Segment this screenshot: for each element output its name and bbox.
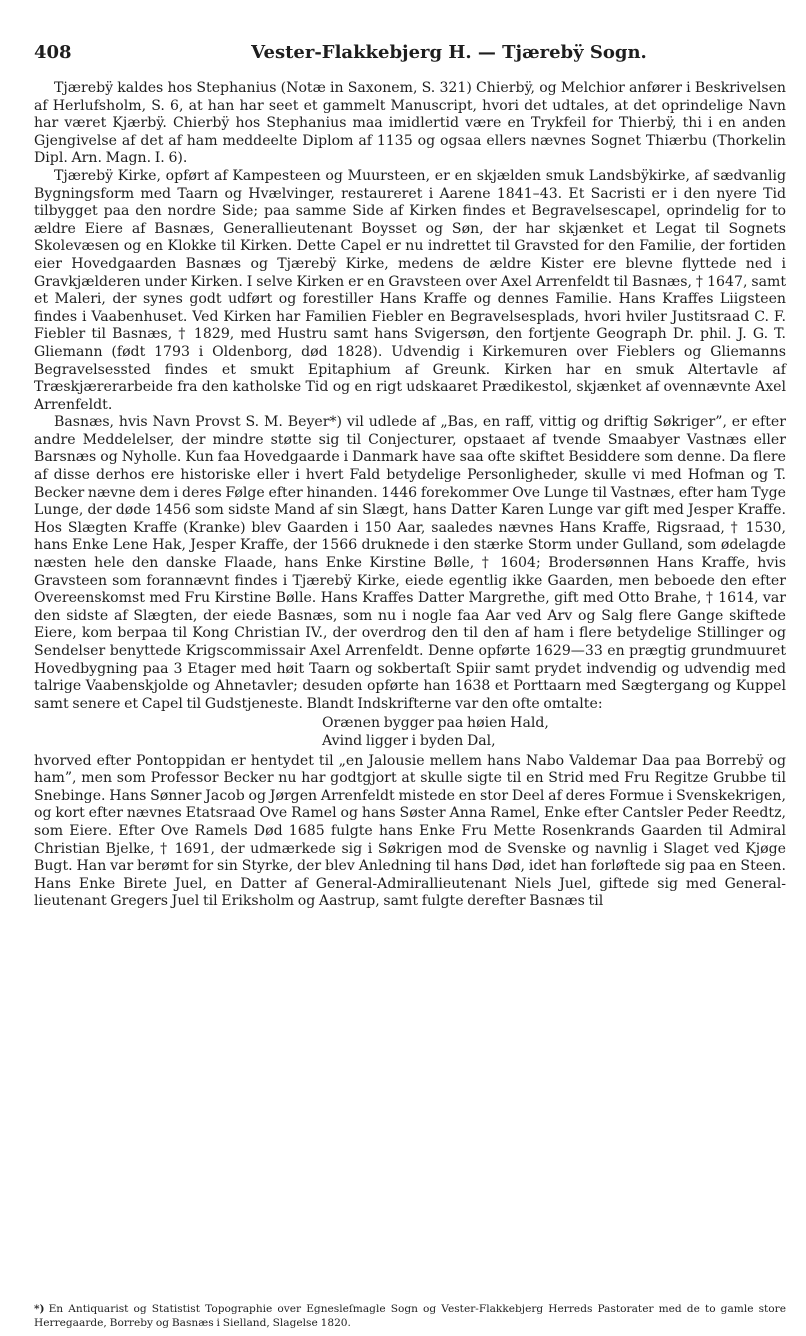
- paragraph-church: Tjærebÿ Kirke, opført af Kampesteen og Muursteen, er en skjælden smuk Landsbÿkirke, af sædvanlig Bygningsform med Taarn og Hvælvinger, restaureret i Aarene 1841–43. Et Sacristi er i den nyere Tid tilbygget paa den nordre Side; paa samme Side af Kirken findes et Begravelsescapel, oprindelig for to ældre Eiere af Basnæs, Generallieutenant Boysset og Søn, der har skjænket et Legat til Sognets Skolevæsen og en Klokke til Kirken. Dette Capel er nu indrettet til Gravsted for den Familie, der fortiden eier Hovedgaarden Basnæs og Tjærebÿ Kirke, medens de ældre Kister ere blevne flyttede ned i Gravkjælderen under Kirken. I selve Kirken er en Gravsteen over Axel Arrenfeldt til Basnæs, † 1647, samt et Maleri, der synes godt udført og forestiller Hans Kraffe og dennes Familie. Hans Kraffes Liigsteen findes i Vaabenhuset. Ved Kirken har Familien Fiebler en Begravelsesplads, hvori hviler Justitsraad C. F. Fiebler til Basnæs, † 1829, med Hustru samt hans Svigersøn, den fortjente Geograph Dr. phil. J. G. T. Gliemann (født 1793 i Oldenborg, død 1828). Udvendig i Kirkemuren over Fieblers og Gliemanns Begravelsessted findes et smukt Epitaphium af Greunk. Kirken har en smuk Altertavle af Træskjærerarbeide fra den katholske Tid og en rigt udskaaret Prædikestol, skjænket af ovennævnte Axel Arrenfeldt.: [34, 167, 786, 413]
- paragraph-continuation: hvorved efter Pontoppidan er hentydet til „en Jalousie mellem hans Nabo Valdemar Daa paa Borrebÿ og ham”, men som Professor Becker nu har godtgjort at skulle sigte til en Strid med Fru Regitze Grubbe til Snebinge. Hans Sønner Jacob og Jørgen Arrenfeldt mistede en stor Deel af deres Formue i Svenskekrigen, og kort efter nævnes Etatsraad Ove Ramel og hans Søster Anna Ramel, Enke efter Cantsler Peder Reedtz, som Eiere. Efter Ove Ramels Død 1685 fulgte hans Enke Fru Mette Rosenkrands Gaarden til Admiral Christian Bjelke, † 1691, der udmærkede sig i Søkrigen mod de Svenske og navnlig i Slaget ved Kjøge Bugt. Han var berømt for sin Styrke, der blev Anledning til hans Død, idet han forløftede sig paa en Steen. Hans Enke Birete Juel, en Datter af General-Admirallieutenant Niels Juel, giftede sig med General-lieutenant Gregers Juel til Eriksholm og Aastrup, samt fulgte derefter Basnæs til: [34, 752, 786, 910]
- paragraph-name-origin: Tjærebÿ kaldes hos Stephanius (Notæ in Saxonem, S. 321) Chierbÿ, og Melchior anfører i Beskrivelsen af Herlufsholm, S. 6, at han har seet et gammelt Manuscript, hvori det udtales, at det oprindelige Navn har været Kjærbÿ. Chierbÿ hos Stephanius maa imidlertid være en Trykfeil for Thierbÿ, thi i en anden Gjengivelse af det af ham meddeelte Diplom af 1135 og ogsaa ellers nævnes Sognet Thiærbu (Thorkelin Dipl. Arn. Magn. I. 6).: [34, 80, 786, 167]
- running-title: Vester-Flakkebjerg H. — Tjærebÿ Sogn.: [251, 42, 647, 63]
- body-text: [34, 80, 786, 911]
- page-header: [34, 38, 784, 68]
- verse-line: Orænen bygger paa høien Hald,: [322, 715, 549, 732]
- footnote: [34, 1302, 786, 1330]
- paragraph-basnaes-history: Basnæs, hvis Navn Provst S. M. Beyer*) vil udlede af „Bas, en raff, vittig og driftig Søkriger”, er efter andre Meddelelser, der mindre støtte sig til Conjecturer, opstaaet af tvende Smaabyer Vastnæs eller Barsnæs og Nyholle. Kun faa Hovedgaarde i Danmark have saa ofte skiftet Besiddere som denne. Da flere af disse derhos ere historiske eller i hvert Fald betydelige Personligheder, skulle vi med Hofman og T. Becker nævne dem i deres Følge efter hinanden. 1446 forekommer Ove Lunge til Vastnæs, efter ham Tyge Lunge, der døde 1456 som sidste Mand af sin Slægt, hans Datter Karen Lunge var gift med Jesper Kraffe. Hos Slægten Kraffe (Kranke) blev Gaarden i 150 Aar, saaledes nævnes Hans Kraffe, Rigsraad, † 1530, hans Enke Lene Hak, Jesper Kraffe, der 1566 druknede i den stærke Storm under Gulland, som ødelagde næsten hele den danske Flaade, hans Enke Kirstine Bølle, † 1604; Brodersønnen Hans Kraffe, hvis Gravsteen som forannævnt findes i Tjærebÿ Kirke, eiede egentlig ikke Gaarden, men beboede den efter Overeenskomst med Fru Kirstine Bølle. Hans Kraffes Datter Margrethe, gift med Otto Brahe, † 1614, var den sidste af Slægten, der eiede Basnæs, som nu i nogle faa Aar ved Arv og Salg flere Gange skiftede Eiere, kom berpaa til Kong Christian IV., der overdrog den til den af ham i flere betydelige Stillinger og Sendelser benyttede Krigscommissair Axel Arrenfeldt. Denne opførte 1629—33 en prægtig grundmuuret Hovedbygning paa 3 Etager med høit Taarn og sokbertaſt Spiir samt prydet indvendig og udvendig med talrige Vaabenskjolde og Ahnetavler; desuden opførte han 1638 et Porttaarn med Sægtergang og Kuppel samt senere et Capel til Gudstjeneste. Blandt Indskrifterne var den ofte omtalte:: [34, 414, 786, 712]
- inscription-verse: [322, 715, 786, 750]
- page-number: 408: [34, 42, 72, 63]
- verse-line: Avind ligger i byden Dal,: [322, 732, 496, 749]
- footnote-mark: *): [34, 1303, 45, 1315]
- footnote-text: En Antiquarist og Statistist Topographie over Egnesleſmagle Sogn og Vester-Flakkebjerg Herreds Pastorater med de to gamle store Herregaarde, Borreby og Basnæs i Sielland, Slagelse 1820.: [34, 1303, 786, 1329]
